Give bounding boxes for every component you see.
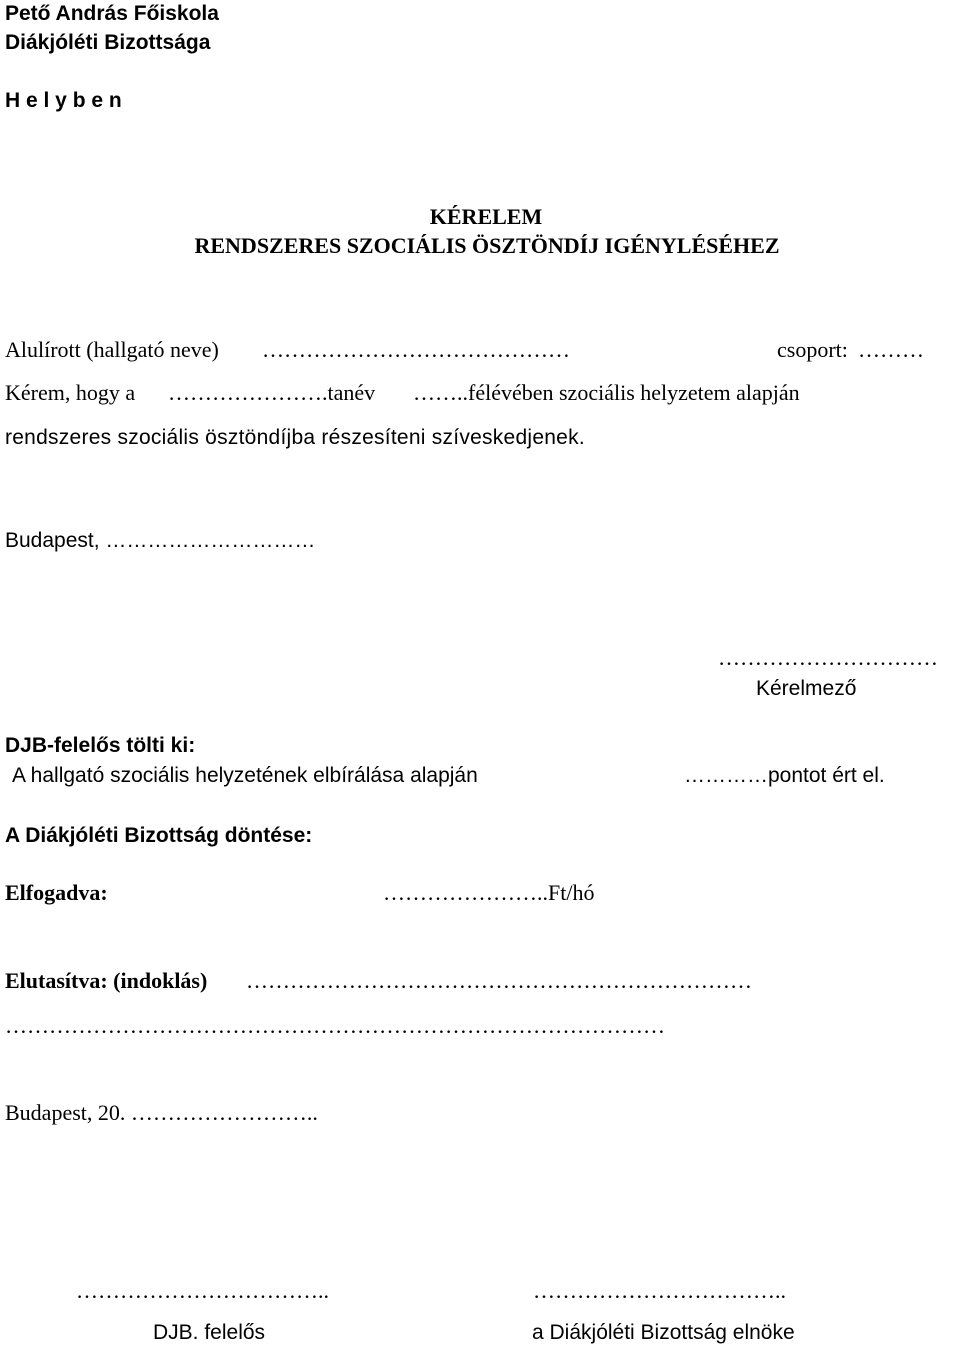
locality: H e l y b e n xyxy=(5,89,122,112)
accepted-amount: …………………..Ft/hó xyxy=(383,880,595,905)
student-name-label: Alulírott (hallgató neve) xyxy=(5,337,219,362)
committee-name: Diákjóléti Bizottsága xyxy=(5,31,211,54)
group-label: csoport: xyxy=(777,337,848,362)
institution-name: Pető András Főiskola xyxy=(5,2,219,25)
chair-signature-line: …………………………….. xyxy=(533,1278,786,1303)
footer-place-date: Budapest, 20. …………………….. xyxy=(5,1100,318,1125)
decision-heading: A Diákjóléti Bizottság döntése: xyxy=(5,824,313,847)
applicant-place-date: Budapest, ………………………… xyxy=(5,529,316,552)
chair-signature-label: a Diákjóléti Bizottság elnöke xyxy=(532,1321,795,1344)
request-line-end: rendszeres szociális ösztöndíjba részesíteni szíveskedjenek. xyxy=(5,426,585,449)
djb-signature-label: DJB. felelős xyxy=(153,1321,266,1344)
student-name-blank: …………………………………… xyxy=(262,337,570,362)
accepted-label: Elfogadva: xyxy=(5,880,108,905)
group-blank: ……… xyxy=(858,337,924,362)
evaluation-text: A hallgató szociális helyzetének elbírálása alapján xyxy=(12,764,478,787)
rejected-label: Elutasítva: (indoklás) xyxy=(5,968,208,993)
djb-section-heading: DJB-felelős tölti ki: xyxy=(5,734,196,757)
semester-blank: ……..félévében szociális helyzetem alapján xyxy=(413,380,800,405)
djb-signature-line: …………………………….. xyxy=(76,1278,329,1303)
request-line-start: Kérem, hogy a xyxy=(5,380,136,405)
academic-year-blank: ………………….tanév xyxy=(168,380,376,405)
rejected-reason-blank: …………………………………………………………… xyxy=(246,968,752,993)
applicant-signature-label: Kérelmező xyxy=(756,677,857,700)
rejected-reason-blank-2: ……………………………………………………………………………… xyxy=(5,1013,665,1038)
points-text: …………pontot ért el. xyxy=(684,764,885,787)
document-subtitle: RENDSZERES SZOCIÁLIS ÖSZTÖNDÍJ IGÉNYLÉSÉHEZ xyxy=(194,233,780,258)
document-title: KÉRELEM xyxy=(429,204,543,229)
applicant-signature-line: ………………………… xyxy=(718,645,938,670)
